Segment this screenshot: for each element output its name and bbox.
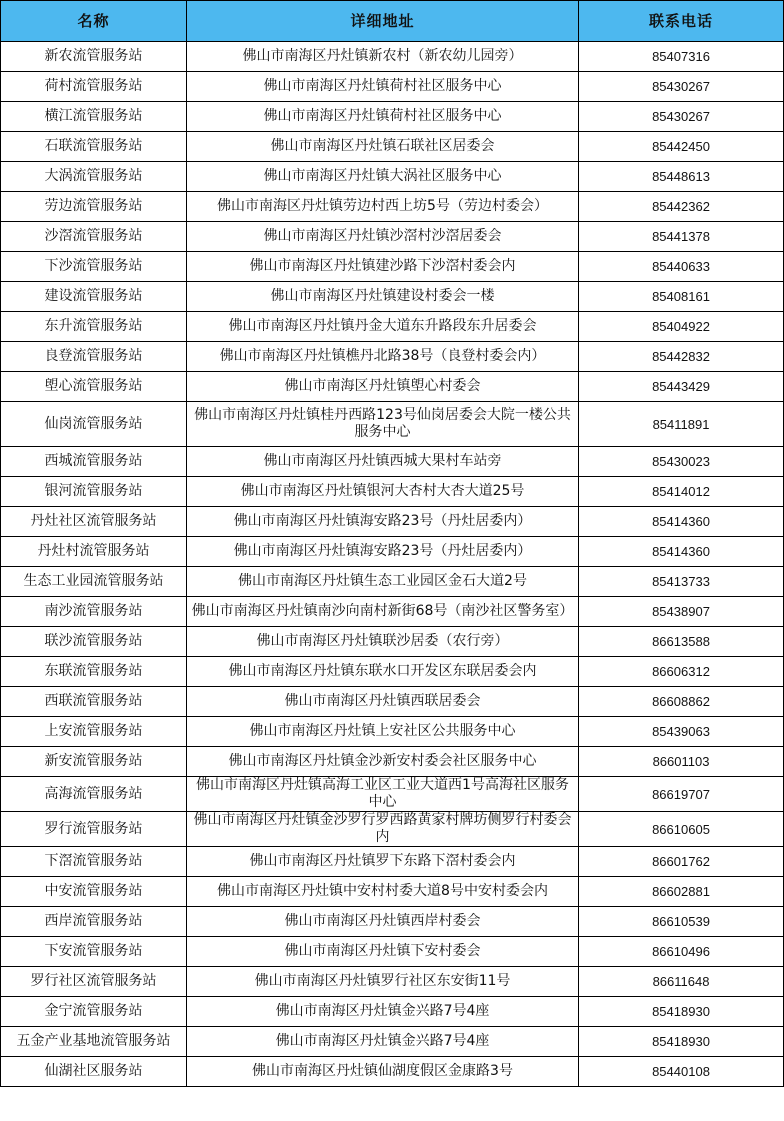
table-row [1, 627, 784, 657]
station-phone-cell: 85441378 [579, 222, 784, 252]
table-row [1, 1057, 784, 1087]
station-name-cell: 下安流管服务站 [1, 937, 187, 967]
table-row [1, 717, 784, 747]
table-row [1, 812, 784, 847]
station-name-cell: 下沙流管服务站 [1, 252, 187, 282]
table-row [1, 192, 784, 222]
station-address-cell: 佛山市南海区丹灶镇西城大果村车站旁 [187, 447, 579, 477]
station-name-cell: 下滘流管服务站 [1, 847, 187, 877]
station-name-cell: 仙湖社区服务站 [1, 1057, 187, 1087]
station-address-cell: 佛山市南海区丹灶镇建沙路下沙滘村委会内 [187, 252, 579, 282]
station-name-cell: 西联流管服务站 [1, 687, 187, 717]
station-name-cell: 上安流管服务站 [1, 717, 187, 747]
table-row [1, 687, 784, 717]
station-phone-cell: 86610496 [579, 937, 784, 967]
table-row [1, 747, 784, 777]
station-phone-cell: 85414360 [579, 507, 784, 537]
station-address-cell: 佛山市南海区丹灶镇石联社区居委会 [187, 132, 579, 162]
station-name-cell: 高海流管服务站 [1, 777, 187, 812]
table-row [1, 537, 784, 567]
station-address-cell: 佛山市南海区丹灶镇新农村（新农幼儿园旁） [187, 42, 579, 72]
station-phone-cell: 86613588 [579, 627, 784, 657]
station-name-cell: 金宁流管服务站 [1, 997, 187, 1027]
table-row [1, 447, 784, 477]
station-address-cell: 佛山市南海区丹灶镇海安路23号（丹灶居委内） [187, 507, 579, 537]
station-name-cell: 生态工业园流管服务站 [1, 567, 187, 597]
table-row [1, 162, 784, 192]
table-row [1, 222, 784, 252]
station-name-cell: 新农流管服务站 [1, 42, 187, 72]
table-row [1, 597, 784, 627]
station-phone-cell: 86601762 [579, 847, 784, 877]
table-row [1, 42, 784, 72]
table-row [1, 342, 784, 372]
station-name-cell: 劳边流管服务站 [1, 192, 187, 222]
station-name-cell: 银河流管服务站 [1, 477, 187, 507]
station-address-cell: 佛山市南海区丹灶镇罗下东路下滘村委会内 [187, 847, 579, 877]
station-address-cell: 佛山市南海区丹灶镇东联水口开发区东联居委会内 [187, 657, 579, 687]
header-name: 名称 [1, 1, 187, 42]
station-address-cell: 佛山市南海区丹灶镇荷村社区服务中心 [187, 72, 579, 102]
station-address-cell: 佛山市南海区丹灶镇沙滘村沙滘居委会 [187, 222, 579, 252]
station-phone-cell: 85413733 [579, 567, 784, 597]
station-name-cell: 建设流管服务站 [1, 282, 187, 312]
station-address-cell: 佛山市南海区丹灶镇桂丹西路123号仙岗居委会大院一楼公共服务中心 [187, 402, 579, 447]
table-row [1, 907, 784, 937]
station-phone-cell: 85414360 [579, 537, 784, 567]
table-row [1, 132, 784, 162]
station-address-cell: 佛山市南海区丹灶镇中安村村委大道8号中安村委会内 [187, 877, 579, 907]
station-address-cell: 佛山市南海区丹灶镇海安路23号（丹灶居委内） [187, 537, 579, 567]
station-address-cell: 佛山市南海区丹灶镇丹金大道东升路段东升居委会 [187, 312, 579, 342]
station-phone-cell: 85418930 [579, 997, 784, 1027]
station-address-cell: 佛山市南海区丹灶镇大涡社区服务中心 [187, 162, 579, 192]
station-address-cell: 佛山市南海区丹灶镇樵丹北路38号（良登村委会内） [187, 342, 579, 372]
station-name-cell: 罗行社区流管服务站 [1, 967, 187, 997]
station-name-cell: 新安流管服务站 [1, 747, 187, 777]
station-phone-cell: 85440633 [579, 252, 784, 282]
station-phone-cell: 85404922 [579, 312, 784, 342]
station-name-cell: 石联流管服务站 [1, 132, 187, 162]
station-name-cell: 西城流管服务站 [1, 447, 187, 477]
station-address-cell: 佛山市南海区丹灶镇罗行社区东安街11号 [187, 967, 579, 997]
station-name-cell: 南沙流管服务站 [1, 597, 187, 627]
station-name-cell: 五金产业基地流管服务站 [1, 1027, 187, 1057]
table-row [1, 507, 784, 537]
table-row [1, 937, 784, 967]
station-phone-cell: 85442362 [579, 192, 784, 222]
station-phone-cell: 86611648 [579, 967, 784, 997]
station-name-cell: 东升流管服务站 [1, 312, 187, 342]
station-address-cell: 佛山市南海区丹灶镇高海工业区工业大道西1号高海社区服务中心 [187, 777, 579, 812]
station-phone-cell: 85443429 [579, 372, 784, 402]
table-row [1, 567, 784, 597]
station-phone-cell: 86610605 [579, 812, 784, 847]
station-address-cell: 佛山市南海区丹灶镇生态工业园区金石大道2号 [187, 567, 579, 597]
table-row [1, 402, 784, 447]
station-name-cell: 良登流管服务站 [1, 342, 187, 372]
table-row [1, 477, 784, 507]
table-header-row [1, 1, 784, 42]
header-address: 详细地址 [187, 1, 579, 42]
station-address-cell: 佛山市南海区丹灶镇下安村委会 [187, 937, 579, 967]
station-phone-cell: 85439063 [579, 717, 784, 747]
station-name-cell: 丹灶村流管服务站 [1, 537, 187, 567]
station-name-cell: 丹灶社区流管服务站 [1, 507, 187, 537]
station-phone-cell: 85407316 [579, 42, 784, 72]
station-address-cell: 佛山市南海区丹灶镇上安社区公共服务中心 [187, 717, 579, 747]
station-address-cell: 佛山市南海区丹灶镇联沙居委（农行旁） [187, 627, 579, 657]
station-name-cell: 荷村流管服务站 [1, 72, 187, 102]
station-phone-cell: 85448613 [579, 162, 784, 192]
table-row [1, 1027, 784, 1057]
station-name-cell: 罗行流管服务站 [1, 812, 187, 847]
table-row [1, 102, 784, 132]
station-name-cell: 东联流管服务站 [1, 657, 187, 687]
station-name-cell: 联沙流管服务站 [1, 627, 187, 657]
table-body [1, 42, 784, 1087]
header-phone: 联系电话 [579, 1, 784, 42]
station-phone-cell: 85440108 [579, 1057, 784, 1087]
station-phone-cell: 86601103 [579, 747, 784, 777]
table-row [1, 312, 784, 342]
station-address-cell: 佛山市南海区丹灶镇塱心村委会 [187, 372, 579, 402]
station-phone-cell: 86608862 [579, 687, 784, 717]
station-address-cell: 佛山市南海区丹灶镇银河大杏村大杏大道25号 [187, 477, 579, 507]
station-phone-cell: 86606312 [579, 657, 784, 687]
station-address-cell: 佛山市南海区丹灶镇南沙向南村新街68号（南沙社区警务室） [187, 597, 579, 627]
station-address-cell: 佛山市南海区丹灶镇金兴路7号4座 [187, 1027, 579, 1057]
station-name-cell: 沙滘流管服务站 [1, 222, 187, 252]
station-address-cell: 佛山市南海区丹灶镇仙湖度假区金康路3号 [187, 1057, 579, 1087]
station-address-cell: 佛山市南海区丹灶镇金兴路7号4座 [187, 997, 579, 1027]
station-phone-cell: 85418930 [579, 1027, 784, 1057]
station-phone-cell: 86619707 [579, 777, 784, 812]
table-row [1, 777, 784, 812]
station-address-cell: 佛山市南海区丹灶镇建设村委会一楼 [187, 282, 579, 312]
table-row [1, 967, 784, 997]
station-phone-cell: 85411891 [579, 402, 784, 447]
station-name-cell: 塱心流管服务站 [1, 372, 187, 402]
table-row [1, 72, 784, 102]
station-name-cell: 西岸流管服务站 [1, 907, 187, 937]
station-phone-cell: 86602881 [579, 877, 784, 907]
table-row [1, 997, 784, 1027]
station-name-cell: 中安流管服务站 [1, 877, 187, 907]
station-phone-cell: 85408161 [579, 282, 784, 312]
station-phone-cell: 85442450 [579, 132, 784, 162]
table-row [1, 657, 784, 687]
station-phone-cell: 85414012 [579, 477, 784, 507]
station-phone-cell: 85430267 [579, 102, 784, 132]
station-name-cell: 横江流管服务站 [1, 102, 187, 132]
station-phone-cell: 85438907 [579, 597, 784, 627]
station-address-cell: 佛山市南海区丹灶镇西联居委会 [187, 687, 579, 717]
table-row [1, 877, 784, 907]
station-address-cell: 佛山市南海区丹灶镇金沙新安村委会社区服务中心 [187, 747, 579, 777]
station-name-cell: 大涡流管服务站 [1, 162, 187, 192]
table-row [1, 252, 784, 282]
station-address-cell: 佛山市南海区丹灶镇西岸村委会 [187, 907, 579, 937]
table-row [1, 372, 784, 402]
station-phone-cell: 86610539 [579, 907, 784, 937]
station-address-cell: 佛山市南海区丹灶镇劳边村西上坊5号（劳边村委会） [187, 192, 579, 222]
station-phone-cell: 85430023 [579, 447, 784, 477]
station-phone-cell: 85430267 [579, 72, 784, 102]
station-address-cell: 佛山市南海区丹灶镇荷村社区服务中心 [187, 102, 579, 132]
station-name-cell: 仙岗流管服务站 [1, 402, 187, 447]
station-phone-cell: 85442832 [579, 342, 784, 372]
station-address-cell: 佛山市南海区丹灶镇金沙罗行罗西路黄家村牌坊侧罗行村委会内 [187, 812, 579, 847]
table-row [1, 847, 784, 877]
table-row [1, 282, 784, 312]
